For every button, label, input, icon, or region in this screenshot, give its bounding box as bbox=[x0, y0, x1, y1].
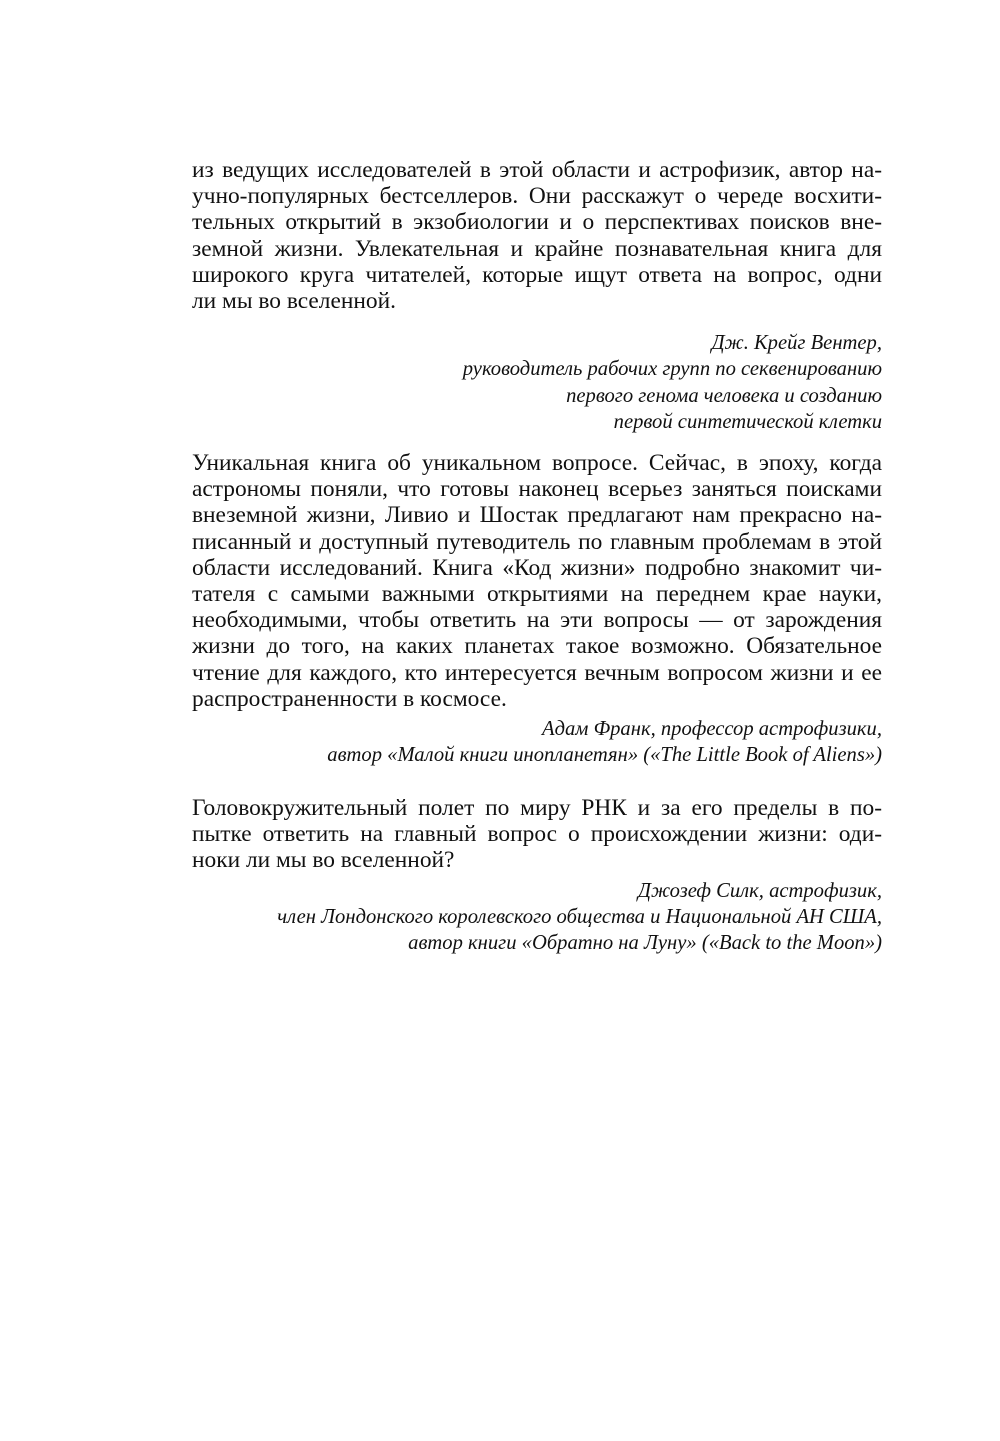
text-line: необходимыми, чтобы ответить на эти вопросы — от зарождения bbox=[192, 607, 882, 634]
quote-attribution bbox=[192, 878, 882, 957]
text-line: пытке ответить на главный вопрос о происхождении жизни: оди- bbox=[192, 821, 882, 848]
text-line: жизни до того, на каких планетах такое возможно. Обязательное bbox=[192, 633, 882, 660]
text-line: ноки ли мы во вселенной? bbox=[192, 847, 455, 874]
attribution-line: автор книги «Обратно на Луну» («Back to the Moon») bbox=[408, 931, 882, 954]
attribution-author: Адам Франк, профессор астрофизики, bbox=[541, 717, 882, 740]
quote-text bbox=[192, 450, 882, 712]
attribution-line: руководитель рабочих групп по секвенированию bbox=[462, 358, 882, 381]
attribution-line: член Лондонского королевского общества и Национальной АН США, bbox=[277, 905, 882, 928]
quote-block-venter bbox=[192, 157, 882, 435]
attribution-line: первого генома человека и созданию bbox=[566, 384, 882, 407]
text-line: распространенности в космосе. bbox=[192, 685, 507, 712]
text-line: чтение для каждого, кто интересуется вечным вопросом жизни и ее bbox=[192, 659, 882, 686]
text-line: учно-популярных бестселлеров. Они расскажут о череде восхити- bbox=[192, 183, 882, 210]
quote-text bbox=[192, 157, 882, 314]
quote-block-silk bbox=[192, 795, 882, 956]
text-line: ли мы во вселенной. bbox=[192, 287, 396, 314]
text-line: земной жизни. Увлекательная и крайне познавательная книга для bbox=[192, 235, 882, 262]
attribution-line: автор «Малой книги инопланетян» («The Little Book of Aliens») bbox=[327, 744, 882, 767]
text-line: писанный и доступный путеводитель по главным проблемам в этой bbox=[192, 528, 882, 555]
text-line: из ведущих исследователей в этой области и астрофизик, автор на- bbox=[192, 157, 882, 183]
text-line: Уникальная книга об уникальном вопросе. Сейчас, в эпоху, когда bbox=[192, 450, 882, 476]
quote-block-frank bbox=[192, 450, 882, 768]
quote-attribution bbox=[192, 716, 882, 768]
quote-text bbox=[192, 795, 882, 874]
attribution-author: Дж. Крейг Вентер, bbox=[711, 332, 882, 355]
attribution-line: первой синтетической клетки bbox=[613, 410, 882, 433]
text-line: области исследований. Книга «Код жизни» подробно знакомит чи- bbox=[192, 554, 882, 581]
text-line: Головокружительный полет по миру РНК и за его пределы в по- bbox=[192, 795, 882, 821]
text-line: внеземной жизни, Ливио и Шостак предлагают нам прекрасно на- bbox=[192, 502, 882, 529]
text-line: тельных открытий в экзобиологии и о перспективах поисков вне- bbox=[192, 209, 882, 236]
text-line: тателя с самыми важными открытиями на переднем крае науки, bbox=[192, 580, 882, 607]
text-line: широкого круга читателей, которые ищут ответа на вопрос, одни bbox=[192, 261, 882, 288]
quote-attribution bbox=[192, 330, 882, 435]
attribution-author: Джозеф Силк, астрофизик, bbox=[637, 879, 882, 902]
text-line: астрономы поняли, что готовы наконец всерьез заняться поисками bbox=[192, 476, 882, 503]
